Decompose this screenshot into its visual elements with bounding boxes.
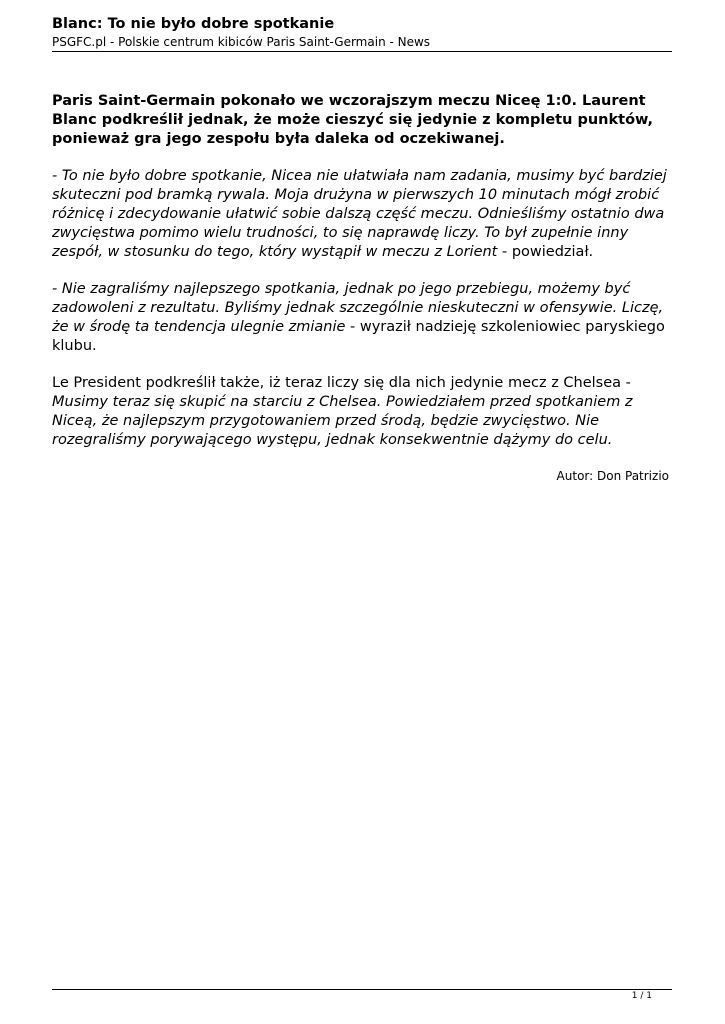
paragraph-quote: - Nie zagraliśmy najlepszego spotkania, jednak po jego przebiegu, możemy być zadowoleni z rezultatu. Byliśmy jednak szczególnie nieskuteczni w ofensywie. Liczę, że w środę ta tendencja ulegnie zmianie [52, 281, 664, 335]
paragraph-text: - wyraził nadzieję szkoleniowiec paryskiego klubu. [52, 319, 665, 354]
article-paragraph-2 [52, 280, 677, 356]
site-subtitle: PSGFC.pl - Polskie centrum kibiców Paris Saint-Germain - News [52, 35, 431, 49]
page-number: 1 / 1 [631, 991, 652, 1001]
article-paragraph-3 [52, 374, 677, 450]
page-header [52, 15, 672, 50]
article-author: Autor: Don Patrizio [556, 469, 669, 483]
article-paragraph-1 [52, 167, 677, 262]
paragraph-text: Le President podkreślił także, iż teraz liczy się dla nich jedynie mecz z Chelsea - [52, 375, 631, 391]
paragraph-quote: Musimy teraz się skupić na starciu z Chelsea. Powiedziałem przed spotkaniem z Niceą, że najlepszym przygotowaniem przed środą, będzie zwycięstwo. Nie rozegraliśmy porywającego występu, jednak konsekwentnie dążymy do celu. [52, 394, 633, 448]
article-body [52, 92, 677, 484]
header-divider [52, 51, 672, 52]
footer-divider [52, 989, 672, 990]
article-lead: Paris Saint-Germain pokonało we wczorajszym meczu Niceę 1:0. Laurent Blanc podkreślił jednak, że może cieszyć się jedynie z kompletu punktów, ponieważ gra jego zespołu była daleka od oczekiwanej. [52, 93, 654, 147]
paragraph-text: - powiedział. [497, 244, 594, 260]
paragraph-quote: - To nie było dobre spotkanie, Nicea nie ułatwiała nam zadania, musimy być bardziej skuteczni pod bramką rywala. Moja drużyna w pierwszych 10 minutach mógł zrobić różnicę i zdecydowanie ułatwić sobie dalszą część meczu. Odnieśliśmy ostatnio dwa zwycięstwa pomimo wielu trudności, to się naprawdę liczy. To był zupełnie inny zespół, w stosunku do tego, który wystąpił w meczu z Lorient [52, 168, 667, 260]
page-title: Blanc: To nie było dobre spotkanie [52, 16, 335, 32]
